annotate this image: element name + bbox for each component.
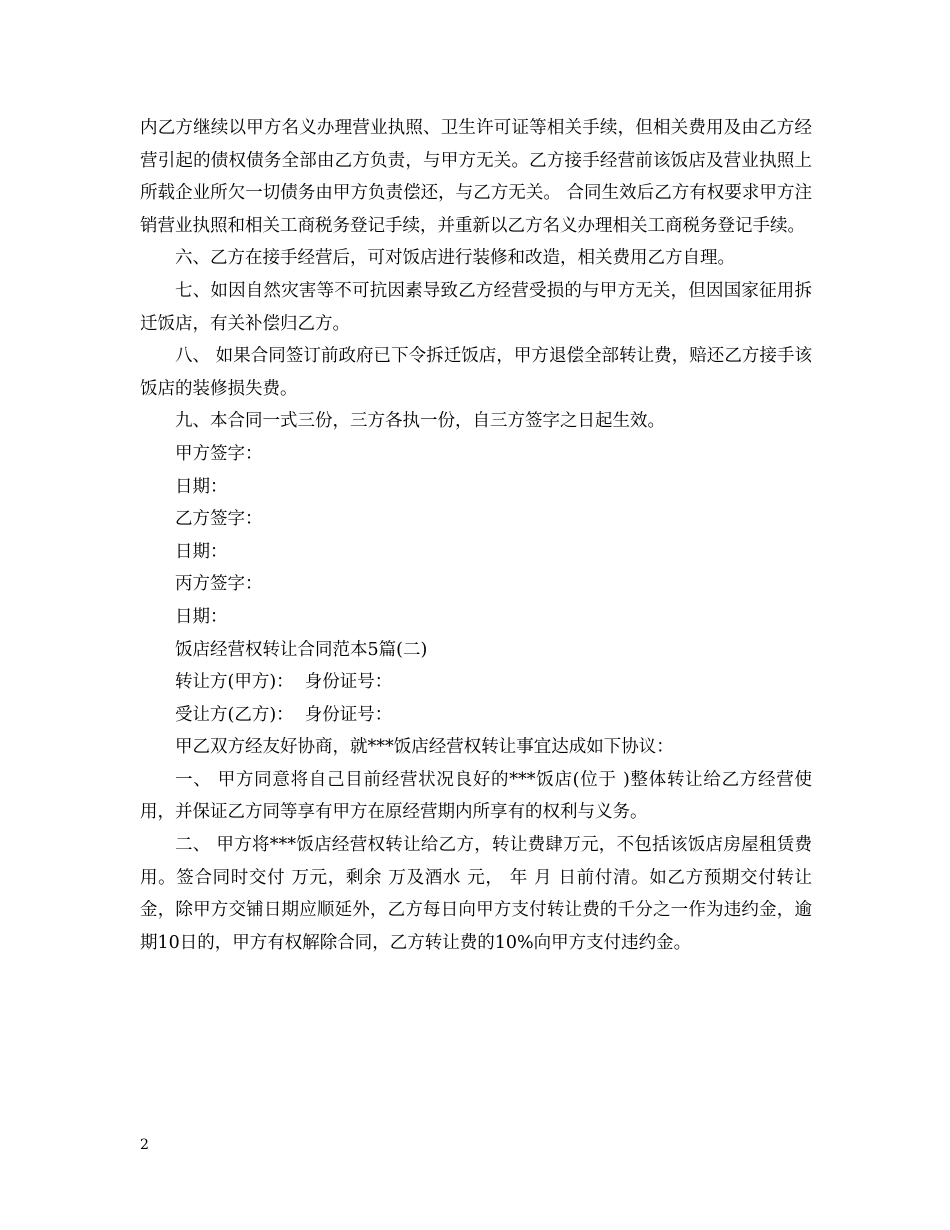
signature-party-c: 丙方签字： <box>175 574 263 595</box>
paragraph-clause-1: 一、 甲方同意将自己目前经营状况良好的***饭店(位于 )整体转让给乙方经营使用，并保证乙方同等享有甲方在原经营期内所享有的权利与义务。 <box>140 769 812 823</box>
transferor-line: 转让方(甲方)： 身份证号： <box>175 672 393 693</box>
transferee-line: 受让方(乙方)： 身份证号： <box>175 704 393 725</box>
section-title: 饭店经营权转让合同范本5篇(二) <box>175 639 428 660</box>
signature-party-a: 甲方签字： <box>175 443 263 464</box>
page-number: 2 <box>140 1137 149 1153</box>
date-party-a: 日期： <box>175 476 228 497</box>
paragraph-clause-2: 二、 甲方将***饭店经营权转让给乙方，转让费肆万元，不包括该饭店房屋租赁费用。签合同时交付 万元，剩余 万及酒水 元， 年 月 日前付清。如乙方预期交付转让金，除甲方交铺日期应顺延外，乙方每日向甲方支付转让费的千分之一作为违约金，逾期10日的，甲方有权解除合同，乙方转让费的10%向甲方支付违约金。 <box>140 835 812 953</box>
document-body <box>140 112 812 959</box>
paragraph-clause-7: 七、如因自然灾害等不可抗因素导致乙方经营受损的与甲方无关，但因国家征用拆迁饭店，有关补偿归乙方。 <box>140 280 812 334</box>
paragraph-continuation: 内乙方继续以甲方名义办理营业执照、卫生许可证等相关手续，但相关费用及由乙方经营引起的债权债务全部由乙方负责，与甲方无关。乙方接手经营前该饭店及营业执照上所载企业所欠一切债务由甲方负责偿还，与乙方无关。 合同生效后乙方有权要求甲方注销营业执照和相关工商税务登记手续，并重新以乙方名义办理相关工商税务登记手续。 <box>140 118 812 236</box>
date-party-b: 日期： <box>175 541 228 562</box>
paragraph-clause-8: 八、 如果合同签订前政府已下令拆迁饭店，甲方退偿全部转让费，赔还乙方接手该饭店的装修损失费。 <box>140 346 812 399</box>
date-party-c: 日期： <box>175 606 228 627</box>
paragraph-clause-9: 九、本合同一式三份，三方各执一份，自三方签字之日起生效。 <box>175 411 665 432</box>
signature-party-b: 乙方签字： <box>175 509 263 530</box>
agreement-intro: 甲乙双方经友好协商，就***饭店经营权转让事宜达成如下协议： <box>175 737 674 758</box>
paragraph-clause-6: 六、乙方在接手经营后，可对饭店进行装修和改造，相关费用乙方自理。 <box>175 248 735 269</box>
